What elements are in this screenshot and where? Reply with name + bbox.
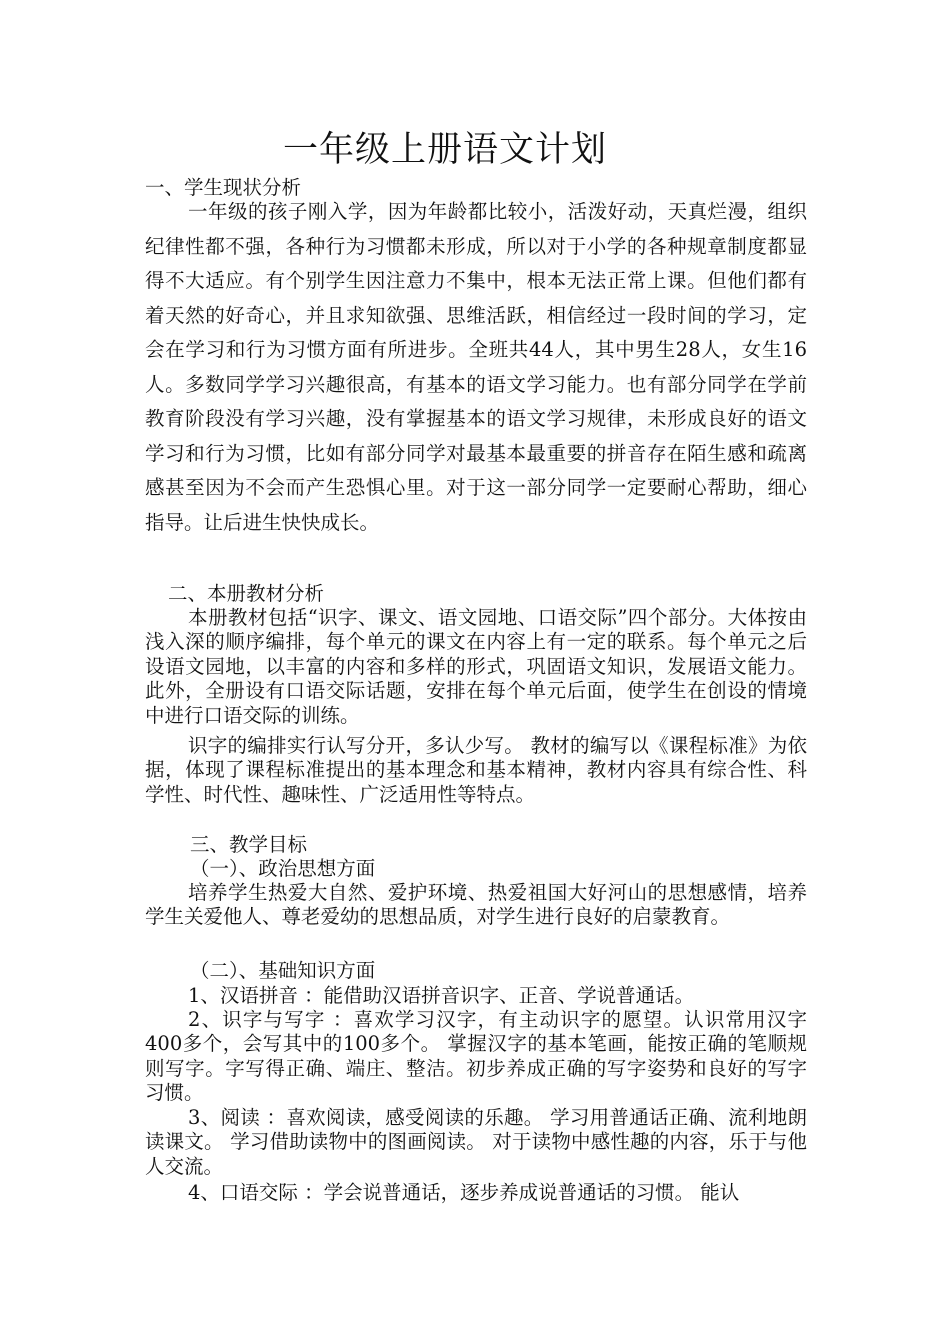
section2-heading: 二、本册教材分析	[168, 582, 325, 605]
section3-heading: 三、教学目标	[190, 833, 308, 856]
document-title: 一年级上册语文计划	[282, 130, 607, 170]
basics-item-literacy: 2、识字与写字 ：喜欢学习汉字，有主动识字的愿望。认识常用汉字400多个，会写其中的100多个。 掌握汉字的基本笔画，能按正确的笔顺规则写字。字写得正确、端庄、整洁。初步养成正确的写字姿势和良好的写字习惯。	[145, 1008, 807, 1105]
basics-item-speaking: 4、口语交际 ：学会说普通话，逐步养成说普通话的习惯。 能认	[188, 1181, 740, 1204]
section1-heading: 一、学生现状分析	[145, 176, 302, 199]
subsection-basics-heading: （二）、基础知识方面	[190, 959, 376, 982]
basics-item-reading: 3、阅读 ：喜欢阅读，感受阅读的乐趣。 学习用普通话正确、流利地朗读课文。 学习借助读物中的图画阅读。 对于读物中感性趣的内容，乐于与他人交流。	[145, 1106, 807, 1178]
section2-paragraph-2: 识字的编排实行认写分开，多认少写。 教材的编写以《课程标准》为依据，体现了课程标准提出的基本理念和基本精神，教材内容具有综合性、科学性、时代性、趣味性、广泛适用性等特点。	[145, 734, 807, 806]
section1-paragraph: 一年级的孩子刚入学，因为年龄都比较小，活泼好动，天真烂漫，组织纪律性都不强，各种行为习惯都未形成，所以对于小学的各种规章制度都显得不大适应。有个别学生因注意力不集中，根本无法正常上课。但他们都有着天然的好奇心，并且求知欲强、思维活跃，相信经过一段时间的学习，定会在学习和行为习惯方面有所进步。全班共44人，其中男生28人，女生16人。多数同学学习兴趣很高，有基本的语文学习能力。也有部分同学在学前教育阶段没有学习兴趣，没有掌握基本的语文学习规律，未形成良好的语文学习和行为习惯，比如有部分同学对最基本最重要的拼音存在陌生感和疏离感甚至因为不会而产生恐惧心里。对于这一部分同学一定要耐心帮助，细心指导。让后进生快快成长。	[145, 200, 807, 534]
basics-item-pinyin: 1、汉语拼音 ：能借助汉语拼音识字、正音、学说普通话。	[188, 984, 695, 1007]
subsection-politics-heading: （一）、政治思想方面	[190, 857, 376, 880]
section2-paragraph-1: 本册教材包括“识字、课文、语文园地、口语交际”四个部分。大体按由浅入深的顺序编排，每个单元的课文在内容上有一定的联系。每个单元之后设语文园地，以丰富的内容和多样的形式，巩固语文知识，发展语文能力。此外，全册设有口语交际话题，安排在每个单元后面，使学生在创设的情境中进行口语交际的训练。	[145, 606, 807, 727]
politics-paragraph: 培养学生热爱大自然、爱护环境、热爱祖国大好河山的思想感情，培养学生关爱他人、尊老爱幼的思想品质，对学生进行良好的启蒙教育。	[145, 881, 807, 929]
